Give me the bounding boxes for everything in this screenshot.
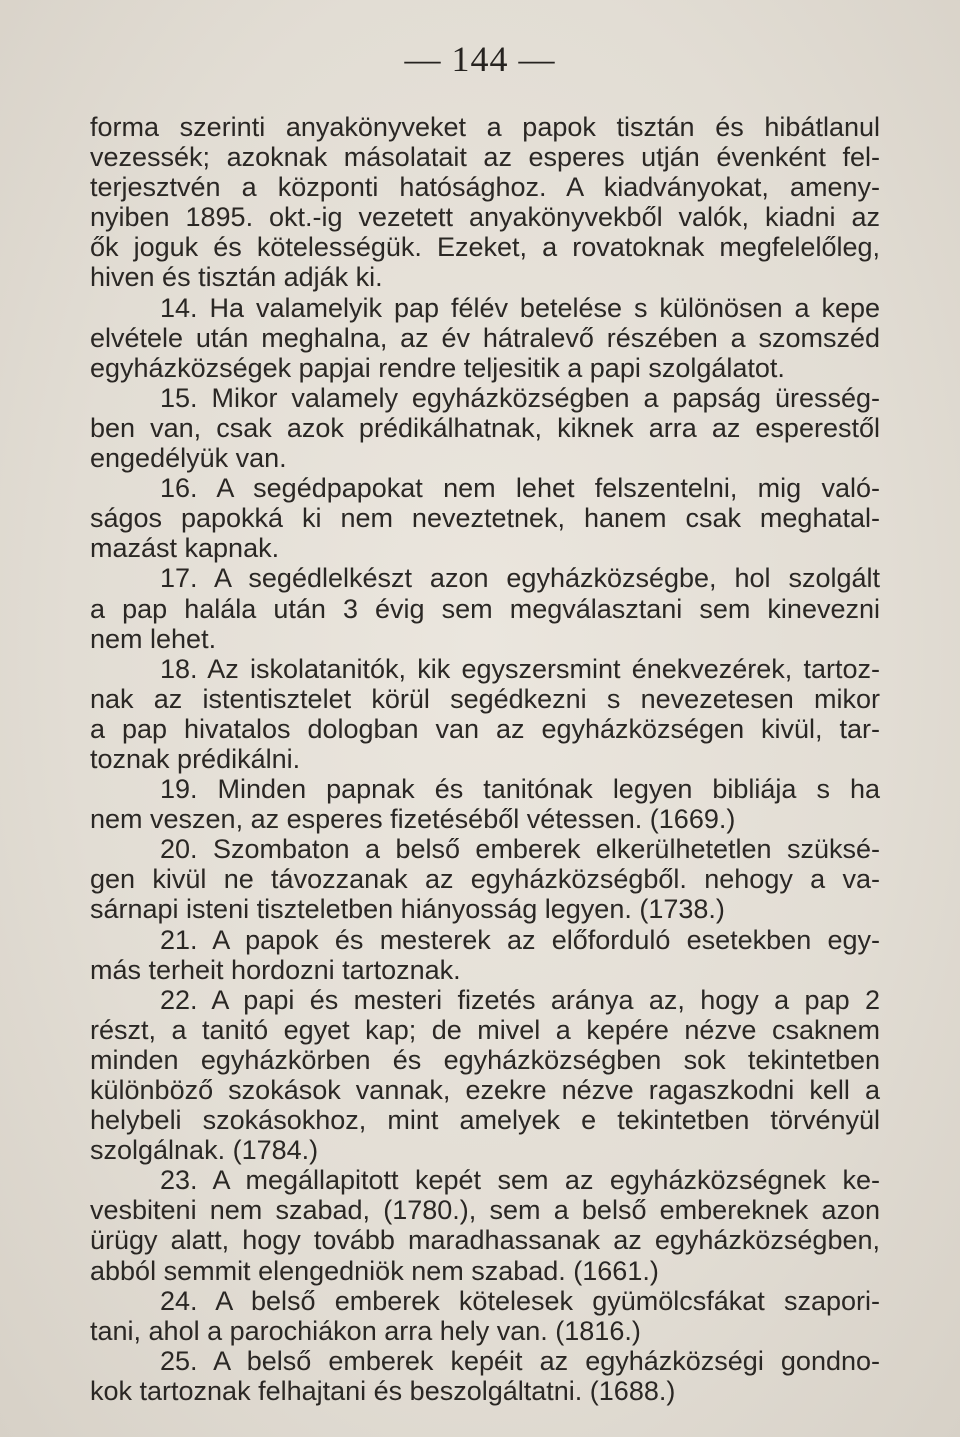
text-line: 19. Minden papnak és tanitónak legyen bibliája s ha	[160, 774, 880, 805]
text-line: minden egyházkörben és egyházközségben sok tekintetben	[90, 1044, 880, 1075]
text-line: ők joguk és kötelességük. Ezeket, a rovatoknak megfelelőleg,	[90, 232, 880, 263]
text-line: toznak prédikálni.	[90, 743, 301, 774]
text-line: 21. A papok és mesterek az előforduló esetekben egy-	[160, 924, 880, 955]
text-line: kok tartoznak felhajtani és beszolgáltatni. (1688.)	[90, 1375, 676, 1406]
text-line: 18. Az iskolatanitók, kik egyszersmint énekvezérek, tartoz-	[160, 653, 880, 684]
text-line: nem veszen, az esperes fizetéséből vétessen. (1669.)	[90, 804, 736, 835]
text-line: elvétele után meghalna, az év hátralevő részében a szomszéd	[90, 322, 880, 353]
text-line: 14. Ha valamelyik pap félév betelése s különösen a kepe	[160, 292, 880, 323]
text-line: gen kivül ne távozzanak az egyházközségből. nehogy a va-	[90, 864, 880, 895]
text-line: nem lehet.	[90, 623, 217, 654]
text-line: 25. A belső emberek kepéit az egyházközségi gondno-	[160, 1345, 880, 1376]
text-line: ürügy alatt, hogy tovább maradhassanak az egyházközségben,	[90, 1225, 880, 1256]
text-line: 24. A belső emberek kötelesek gyümölcsfákat szapori-	[160, 1285, 880, 1316]
text-line: hiven és tisztán adják ki.	[90, 262, 383, 293]
text-line: 17. A segédlelkészt azon egyházközségbe, hol szolgált	[160, 563, 880, 594]
text-line: más terheit hordozni tartoznak.	[90, 954, 461, 985]
text-line: terjesztvén a központi hatósághoz. A kiadványokat, ameny-	[90, 172, 880, 203]
text-line: helybeli szokásokhoz, mint amelyek e tekintetben törvényül	[90, 1105, 880, 1136]
text-line: egyházközségek papjai rendre teljesitik a papi szolgálatot.	[90, 352, 785, 383]
text-line: ságos papokká ki nem neveztetnek, hanem csak meghatal-	[90, 503, 880, 534]
text-line: 22. A papi és mesteri fizetés aránya az, hogy a pap 2	[160, 984, 880, 1015]
text-line: 23. A megállapitott kepét sem az egyházközségnek ke-	[160, 1165, 880, 1196]
text-line: vezessék; azoknak másolatait az esperes utján évenként fel-	[90, 142, 880, 173]
text-line: különböző szokások vannak, ezekre nézve ragaszkodni kell a	[90, 1075, 880, 1105]
text-line: sárnapi isteni tiszteletben hiányosság legyen. (1738.)	[90, 894, 725, 925]
text-line: tani, ahol a parochiákon arra hely van. (1816.)	[90, 1315, 641, 1346]
text-line: 16. A segédpapokat nem lehet felszentelni, mig való-	[160, 473, 880, 504]
page-number: — 144 —	[404, 39, 556, 79]
text-line: forma szerinti anyakönyveket a papok tisztán és hibátlanul	[90, 112, 880, 142]
text-line: vesbiteni nem szabad, (1780.), sem a belső embereknek azon	[90, 1195, 880, 1226]
text-line: a pap halála után 3 évig sem megválasztani sem kinevezni	[90, 593, 880, 624]
text-line: abból semmit elengedniök nem szabad. (1661.)	[90, 1255, 659, 1286]
text-line: engedélyük van.	[90, 443, 287, 474]
text-line: 20. Szombaton a belső emberek elkerülhetetlen szüksé-	[160, 834, 880, 865]
text-line: szolgálnak. (1784.)	[90, 1135, 319, 1166]
text-line: ben van, csak azok prédikálhatnak, kiknek arra az esperestől	[90, 412, 880, 443]
text-line: a pap hivatalos dologban van az egyházközségen kivül, tar-	[90, 713, 880, 744]
text-line: mazást kapnak.	[90, 533, 280, 564]
text-line: nyiben 1895. okt.-ig vezetett anyakönyvekből valók, kiadni az	[90, 202, 880, 233]
text-line: nak az istentisztelet körül segédkezni s nevezetesen mikor	[90, 683, 880, 714]
text-line: 15. Mikor valamely egyházközségben a papság üresség-	[160, 382, 880, 413]
text-line: részt, a tanitó egyet kap; de mivel a kepére nézve csaknem	[90, 1014, 880, 1045]
body-text	[90, 112, 880, 1406]
